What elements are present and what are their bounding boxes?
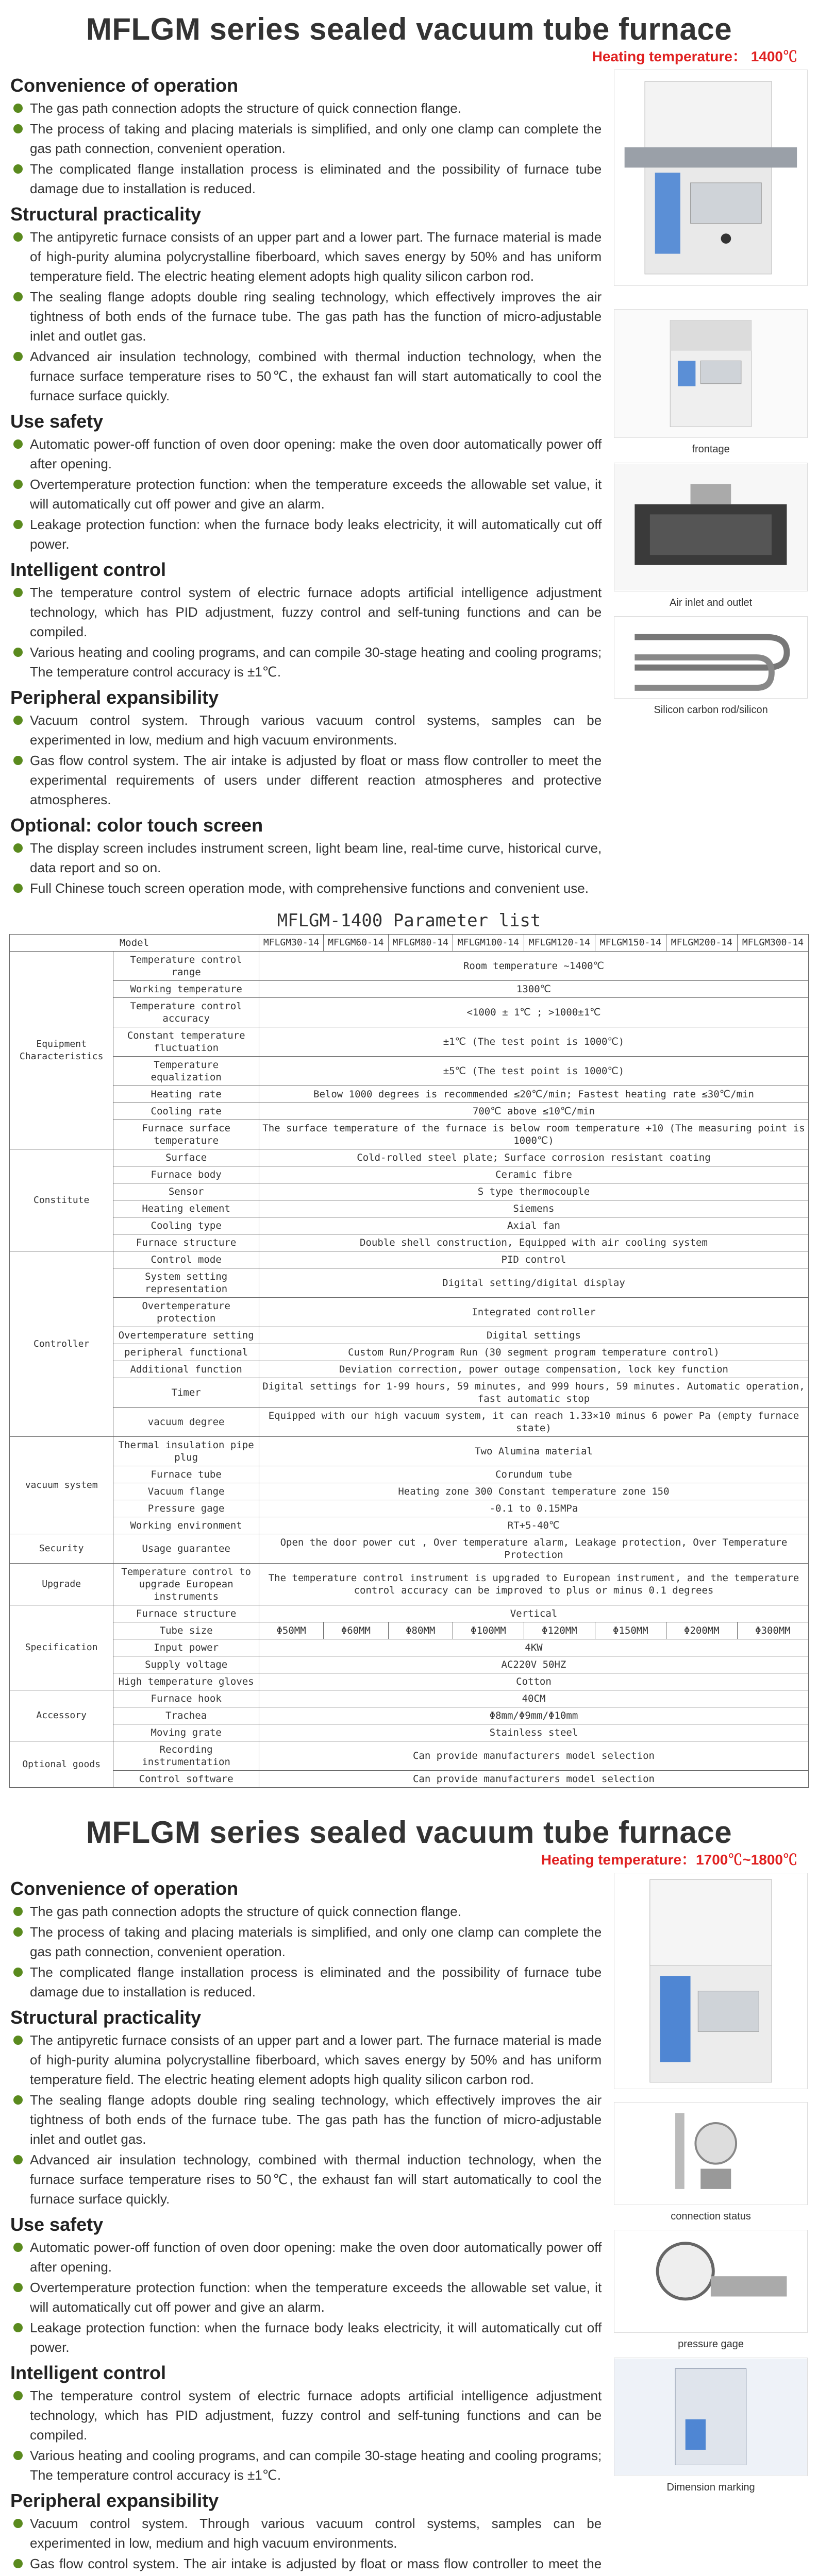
param-value: RT+5-40℃ — [259, 1517, 808, 1534]
param-value: Φ8mm/Φ9mm/Φ10mm — [259, 1707, 808, 1724]
param-value: Φ50MM — [259, 1622, 323, 1639]
list-item: Various heating and cooling programs, and can compile 30-stage heating and cooling programs; The temperature control accuracy is ±1℃. — [10, 2446, 602, 2485]
touch-screen-list — [10, 838, 602, 898]
list-item: The sealing flange adopts double ring sealing technology, which effectively improves the air tightness of both ends of the furnace tube. The gas path has the function of micro-adjustable inlet and outlet gas. — [10, 2090, 602, 2149]
table-row — [10, 1437, 809, 1466]
category-cell: Equipment Characteristics — [10, 952, 113, 1149]
photo-column-2 — [614, 1873, 808, 2576]
convenience-list — [10, 98, 602, 198]
param-name: Furnace hook — [113, 1690, 259, 1707]
table-header-row — [10, 935, 809, 952]
param-value: Integrated controller — [259, 1298, 808, 1327]
param-name: Temperature control range — [113, 952, 259, 981]
list-item: The temperature control system of electric furnace adopts artificial intelligence adjustment technology, which has PID adjustment, fuzzy control and self-tuning functions and can be compiled. — [10, 583, 602, 641]
param-value: Can provide manufacturers model selection — [259, 1741, 808, 1771]
param-value: Ceramic fibre — [259, 1166, 808, 1183]
heading-intelligent: Intelligent control — [10, 2362, 166, 2383]
param-value: <1000 ± 1℃ ; >1000±1℃ — [259, 998, 808, 1027]
param-value: AC220V 50HZ — [259, 1656, 808, 1673]
table-row — [10, 1673, 809, 1690]
param-value: The temperature control instrument is upgraded to European instrument, and the temperature control accuracy can be improved to plus or minus 0.1 degrees — [259, 1564, 808, 1605]
param-value: Φ60MM — [324, 1622, 388, 1639]
model-name: MFLGM80-14 — [388, 935, 453, 952]
heading-convenience: Convenience of operation — [10, 75, 239, 96]
silicon-carbon-rod-photo — [614, 616, 808, 699]
category-cell: Upgrade — [10, 1564, 113, 1605]
list-item: Gas flow control system. The air intake is adjusted by float or mass flow controller to meet the — [10, 2554, 602, 2576]
structural-list — [10, 227, 602, 405]
param-name: peripheral functional — [113, 1344, 259, 1361]
param-name: Timer — [113, 1378, 259, 1408]
table-row — [10, 1771, 809, 1788]
intelligent-list — [10, 583, 602, 682]
param-value: Room temperature ~1400℃ — [259, 952, 808, 981]
param-name: Input power — [113, 1639, 259, 1656]
convenience-list — [10, 1902, 602, 2002]
list-item: The gas path connection adopts the structure of quick connection flange. — [10, 98, 602, 118]
intelligent-list — [10, 2386, 602, 2485]
table-row — [10, 1149, 809, 1166]
table-row — [10, 1027, 809, 1057]
table-row — [10, 1120, 809, 1149]
param-value: Cotton — [259, 1673, 808, 1690]
table-row — [10, 1707, 809, 1724]
param-name: Supply voltage — [113, 1656, 259, 1673]
category-cell: Security — [10, 1534, 113, 1564]
param-name: Moving grate — [113, 1724, 259, 1741]
heading-safety: Use safety — [10, 411, 104, 432]
param-name: Tube size — [113, 1622, 259, 1639]
model-name: MFLGM100-14 — [453, 935, 524, 952]
param-name: Furnace surface temperature — [113, 1120, 259, 1149]
param-name: vacuum degree — [113, 1408, 259, 1437]
list-item: The display screen includes instrument screen, light beam line, real-time curve, historical curve, data report and so on. — [10, 838, 602, 877]
table-row — [10, 1500, 809, 1517]
table-row — [10, 1166, 809, 1183]
table-row — [10, 1741, 809, 1771]
category-cell: Accessory — [10, 1690, 113, 1741]
param-name: Heating element — [113, 1200, 259, 1217]
param-value: Heating zone 300 Constant temperature zone 150 — [259, 1483, 808, 1500]
param-name: Cooling rate — [113, 1103, 259, 1120]
list-item: Gas flow control system. The air intake is adjusted by float or mass flow controller to meet the experimental requirements of users under different reaction atmospheres and protective atmospheres. — [10, 751, 602, 809]
table-row — [10, 1344, 809, 1361]
list-item: Advanced air insulation technology, combined with thermal induction technology, when the furnace surface temperature rises to 50℃, the exhaust fan will start automatically to cool the furnace surface quickly. — [10, 2150, 602, 2209]
param-value: Digital settings for 1-99 hours, 59 minutes, and 999 hours, 59 minutes. Automatic operation, fast automatic stop — [259, 1378, 808, 1408]
param-name: Surface — [113, 1149, 259, 1166]
param-value: -0.1 to 0.15MPa — [259, 1500, 808, 1517]
dimension-marking-photo — [614, 2358, 808, 2476]
table-row — [10, 1251, 809, 1268]
param-value: Can provide manufacturers model selection — [259, 1771, 808, 1788]
list-item: The complicated flange installation process is eliminated and the possibility of furnace tube damage due to installation is reduced. — [10, 1962, 602, 2002]
connection-status-photo — [614, 2102, 808, 2205]
table-row — [10, 1656, 809, 1673]
param-name: Control software — [113, 1771, 259, 1788]
table-row — [10, 1622, 809, 1639]
section-1700-1800 — [0, 1803, 818, 2576]
list-item: The gas path connection adopts the structure of quick connection flange. — [10, 1902, 602, 1921]
table-row — [10, 1564, 809, 1605]
list-item: Automatic power-off function of oven door opening: make the oven door automatically power off after opening. — [10, 2238, 602, 2277]
table-row — [10, 1361, 809, 1378]
category-cell: Constitute — [10, 1149, 113, 1251]
table-row — [10, 1327, 809, 1344]
param-name: Control mode — [113, 1251, 259, 1268]
table-row — [10, 1378, 809, 1408]
category-cell: Controller — [10, 1251, 113, 1437]
param-name: Furnace body — [113, 1166, 259, 1183]
param-name: Furnace structure — [113, 1605, 259, 1622]
param-value: Φ300MM — [737, 1622, 808, 1639]
param-value: Φ150MM — [595, 1622, 666, 1639]
feature-content-2 — [0, 1873, 818, 2576]
param-value: ±5℃ (The test point is 1000℃) — [259, 1057, 808, 1086]
table-row — [10, 1517, 809, 1534]
table-row — [10, 1183, 809, 1200]
table-row — [10, 1466, 809, 1483]
param-value: Φ120MM — [524, 1622, 595, 1639]
param-name: High temperature gloves — [113, 1673, 259, 1690]
table-row — [10, 998, 809, 1027]
param-name: Trachea — [113, 1707, 259, 1724]
category-cell: Optional goods — [10, 1741, 113, 1788]
structural-list — [10, 2030, 602, 2209]
heading-structural: Structural practicality — [10, 2007, 202, 2028]
vertical-furnace-photo — [614, 1873, 808, 2089]
list-item: Overtemperature protection function: when the temperature exceeds the allowable set value, it will automatically cut off power and give an alarm. — [10, 2278, 602, 2317]
feature-content — [0, 70, 818, 899]
heading-peripheral: Peripheral expansibility — [10, 687, 219, 708]
model-name: MFLGM200-14 — [666, 935, 737, 952]
heading-touch-screen: Optional: color touch screen — [10, 815, 263, 836]
param-value: Digital settings — [259, 1327, 808, 1344]
table-row — [10, 1217, 809, 1234]
list-item: Vacuum control system. Through various vacuum control systems, samples can be experimented in low, medium and high vacuum environments. — [10, 710, 602, 750]
param-value: Φ80MM — [388, 1622, 453, 1639]
caption-pressure: pressure gage — [678, 2338, 744, 2350]
table-row — [10, 1234, 809, 1251]
param-name: Furnace tube — [113, 1466, 259, 1483]
heading-peripheral: Peripheral expansibility — [10, 2490, 219, 2511]
heading-safety: Use safety — [10, 2214, 104, 2235]
page-title-2: MFLGM series sealed vacuum tube furnace — [86, 1815, 732, 1850]
list-item: The antipyretic furnace consists of an upper part and a lower part. The furnace material is made of high-purity alumina polycrystalline fiberboard, which saves energy by 50% and has uniform temperature field. The electric heating element adopts high quality silicon carbon rod. — [10, 2030, 602, 2089]
feature-text-column-2 — [10, 1873, 602, 2576]
table-row — [10, 1408, 809, 1437]
param-value: Custom Run/Program Run (30 segment program temperature control) — [259, 1344, 808, 1361]
table-row — [10, 1690, 809, 1707]
param-value: Double shell construction, Equipped with air cooling system — [259, 1234, 808, 1251]
list-item: The temperature control system of electric furnace adopts artificial intelligence adjustment technology, which has PID adjustment, fuzzy control and self-tuning functions and can be compiled. — [10, 2386, 602, 2445]
air-inlet-outlet-photo — [614, 463, 808, 591]
model-name: MFLGM300-14 — [737, 935, 808, 952]
param-value: Corundum tube — [259, 1466, 808, 1483]
param-value: Vertical — [259, 1605, 808, 1622]
param-value: S type thermocouple — [259, 1183, 808, 1200]
model-name: MFLGM60-14 — [324, 935, 388, 952]
list-item: Leakage protection function: when the furnace body leaks electricity, it will automatically cut off power. — [10, 2318, 602, 2357]
caption-silicon: Silicon carbon rod/silicon — [654, 704, 768, 716]
heading-structural: Structural practicality — [10, 204, 202, 225]
model-header: Model — [10, 935, 259, 952]
table-row — [10, 952, 809, 981]
category-cell: vacuum system — [10, 1437, 113, 1534]
param-name: Additional function — [113, 1361, 259, 1378]
param-name: Overtemperature protection — [113, 1298, 259, 1327]
heading-convenience: Convenience of operation — [10, 1878, 239, 1899]
caption-connection: connection status — [671, 2211, 751, 2222]
param-value: Siemens — [259, 1200, 808, 1217]
list-item: The sealing flange adopts double ring sealing technology, which effectively improves the air tightness of both ends of the furnace tube. The gas path has the function of micro-adjustable inlet and outlet gas. — [10, 287, 602, 346]
model-name: MFLGM150-14 — [595, 935, 666, 952]
param-value: Equipped with our high vacuum system, it can reach 1.33×10 minus 6 power Pa (empty furnace state) — [259, 1408, 808, 1437]
param-name: Thermal insulation pipe plug — [113, 1437, 259, 1466]
param-name: Cooling type — [113, 1217, 259, 1234]
model-name: MFLGM120-14 — [524, 935, 595, 952]
param-name: System setting representation — [113, 1268, 259, 1298]
param-value: Digital setting/digital display — [259, 1268, 808, 1298]
param-name: Recording instrumentation — [113, 1741, 259, 1771]
table-row — [10, 1057, 809, 1086]
table-row — [10, 1605, 809, 1622]
list-item: Automatic power-off function of oven door opening: make the oven door automatically power off after opening. — [10, 434, 602, 473]
peripheral-list — [10, 710, 602, 809]
param-value: Below 1000 degrees is recommended ≤20℃/min; Fastest heating rate ≤30℃/min — [259, 1086, 808, 1103]
list-item: The complicated flange installation process is eliminated and the possibility of furnace tube damage due to installation is reduced. — [10, 159, 602, 198]
param-value: Open the door power cut , Over temperature alarm, Leakage protection, Over Temperature Protection — [259, 1534, 808, 1564]
parameter-table-1400 — [0, 910, 818, 1788]
list-item: Full Chinese touch screen operation mode, with comprehensive functions and convenient use. — [10, 878, 602, 898]
list-item: The process of taking and placing materials is simplified, and only one clamp can complete the gas path connection, convenient operation. — [10, 1922, 602, 1961]
param-name: Heating rate — [113, 1086, 259, 1103]
table-row — [10, 1724, 809, 1741]
param-value: 1300℃ — [259, 981, 808, 998]
page-title: MFLGM series sealed vacuum tube furnace — [86, 12, 732, 46]
param-name: Sensor — [113, 1183, 259, 1200]
table-row — [10, 1086, 809, 1103]
list-item: Leakage protection function: when the furnace body leaks electricity, it will automatically cut off power. — [10, 515, 602, 554]
param-name: Pressure gage — [113, 1500, 259, 1517]
heading-intelligent: Intelligent control — [10, 559, 166, 580]
safety-list — [10, 2238, 602, 2357]
param-value: Φ100MM — [453, 1622, 524, 1639]
list-item: Various heating and cooling programs, and can compile 30-stage heating and cooling programs; The temperature control accuracy is ±1℃. — [10, 642, 602, 682]
list-item: The process of taking and placing materials is simplified, and only one clamp can complete the gas path connection, convenient operation. — [10, 119, 602, 158]
peripheral-list — [10, 2514, 602, 2576]
param-name: Usage guarantee — [113, 1534, 259, 1564]
param-value: 40CM — [259, 1690, 808, 1707]
param-value: ±1℃ (The test point is 1000℃) — [259, 1027, 808, 1057]
param-name: Overtemperature setting — [113, 1327, 259, 1344]
list-item: The antipyretic furnace consists of an upper part and a lower part. The furnace material is made of high-purity alumina polycrystalline fiberboard, which saves energy by 50% and has uniform temperature field. The electric heating element adopts high quality silicon carbon rod. — [10, 227, 602, 286]
param-value: The surface temperature of the furnace is below room temperature +10 (The measuring point is 1000℃) — [259, 1120, 808, 1149]
table-row — [10, 981, 809, 998]
param-value: Cold-rolled steel plate; Surface corrosion resistant coating — [259, 1149, 808, 1166]
table-row — [10, 1534, 809, 1564]
list-item: Vacuum control system. Through various vacuum control systems, samples can be experimented in low, medium and high vacuum environments. — [10, 2514, 602, 2553]
param-name: Temperature control accuracy — [113, 998, 259, 1027]
caption-air: Air inlet and outlet — [670, 597, 753, 608]
table-row — [10, 1298, 809, 1327]
category-cell: Specification — [10, 1605, 113, 1690]
table-row — [10, 1483, 809, 1500]
model-name: MFLGM30-14 — [259, 935, 323, 952]
param-value: 700℃ above ≤10℃/min — [259, 1103, 808, 1120]
param-name: Working temperature — [113, 981, 259, 998]
caption-frontage: frontage — [692, 444, 730, 455]
param-value: PID control — [259, 1251, 808, 1268]
table-row — [10, 1103, 809, 1120]
table-title: MFLGM-1400 Parameter list — [277, 910, 541, 931]
caption-dimension: Dimension marking — [666, 2482, 755, 2493]
pressure-gage-photo — [614, 2230, 808, 2333]
safety-list — [10, 434, 602, 554]
param-name: Temperature control to upgrade European instruments — [113, 1564, 259, 1605]
param-value: 4KW — [259, 1639, 808, 1656]
feature-text-column — [10, 70, 602, 899]
param-name: Vacuum flange — [113, 1483, 259, 1500]
heating-temperature-label-2: Heating temperature：1700℃~1800℃ — [541, 1852, 797, 1868]
param-value: Stainless steel — [259, 1724, 808, 1741]
param-value: Φ200MM — [666, 1622, 737, 1639]
param-value: Axial fan — [259, 1217, 808, 1234]
param-name: Constant temperature fluctuation — [113, 1027, 259, 1057]
heating-temperature-label: Heating temperature： 1400℃ — [592, 48, 797, 64]
table-row — [10, 1200, 809, 1217]
parameter-table — [9, 934, 809, 1788]
table-row — [10, 1639, 809, 1656]
list-item: Advanced air insulation technology, combined with thermal induction technology, when the furnace surface temperature rises to 50℃, the exhaust fan will start automatically to cool the furnace surface quickly. — [10, 347, 602, 405]
furnace-photo — [614, 70, 808, 286]
param-name: Working environment — [113, 1517, 259, 1534]
param-name: Furnace structure — [113, 1234, 259, 1251]
photo-column — [614, 70, 808, 899]
list-item: Overtemperature protection function: when the temperature exceeds the allowable set value, it will automatically cut off power and give an alarm. — [10, 474, 602, 514]
param-name: Temperature equalization — [113, 1057, 259, 1086]
frontage-photo — [614, 309, 808, 438]
param-value: Two Alumina material — [259, 1437, 808, 1466]
param-value: Deviation correction, power outage compensation, lock key function — [259, 1361, 808, 1378]
table-row — [10, 1268, 809, 1298]
